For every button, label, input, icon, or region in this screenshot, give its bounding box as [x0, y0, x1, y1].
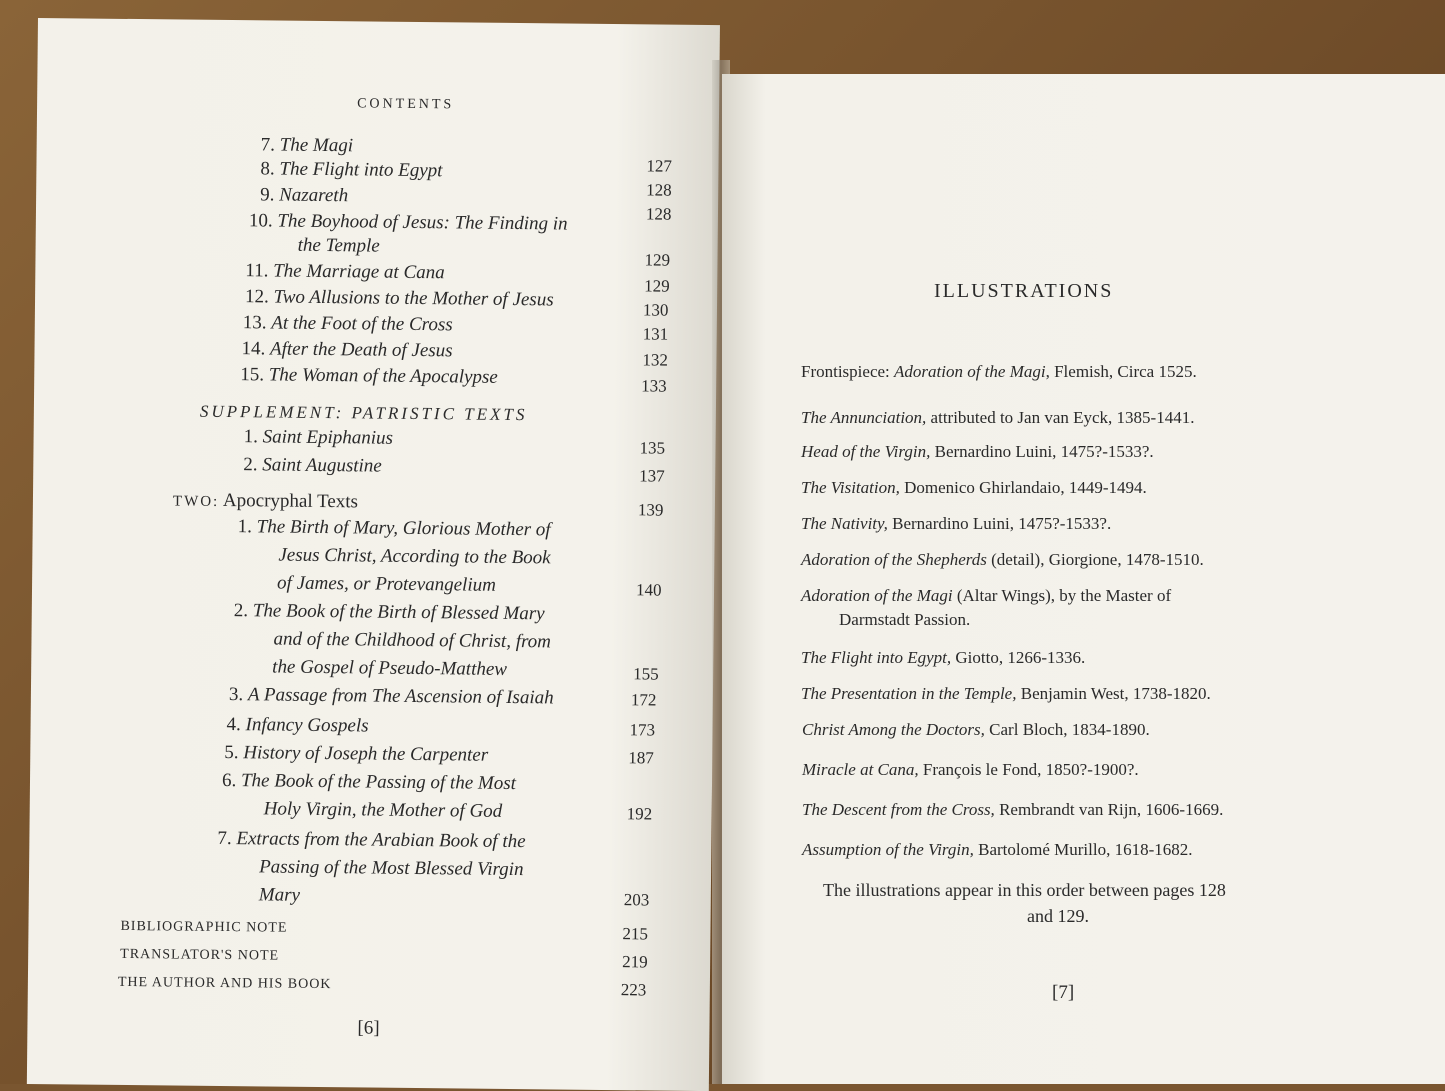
- entry-continuation: Holy Virgin, the Mother of God: [263, 798, 503, 822]
- page-number: 172: [630, 690, 657, 710]
- page-number: 135: [639, 438, 666, 458]
- page-number: 129: [644, 276, 670, 296]
- contents-entry: [240, 364, 498, 389]
- page-number: 132: [642, 350, 669, 370]
- page-number: 192: [626, 804, 653, 824]
- contents-entry: [245, 260, 445, 284]
- entry-number: 11.: [245, 260, 269, 282]
- page-number: 130: [642, 300, 669, 320]
- page-number: 139: [637, 500, 664, 520]
- entry-continuation: Mary: [258, 884, 301, 906]
- entry-number: 7.: [260, 134, 276, 156]
- part-two-heading: [173, 489, 358, 513]
- illustration-credit: Bernardino Luini, 1475?-1533?.: [887, 514, 1112, 533]
- contents-heading: CONTENTS: [357, 96, 455, 113]
- illustration-credit: Giotto, 1266-1336.: [951, 648, 1086, 667]
- entry-title: After the Death of Jesus: [269, 338, 453, 362]
- entry-continuation: the Temple: [297, 234, 380, 257]
- entry-number: 12.: [244, 286, 269, 308]
- entry-title: Saint Augustine: [262, 454, 382, 477]
- entry-continuation: Passing of the Most Blessed Virgin: [259, 856, 524, 881]
- entry-title: Two Allusions to the Mother of Jesus: [273, 286, 554, 311]
- entry-title-line: A Passage from The Ascension of Isaiah: [247, 684, 554, 709]
- illustration-title: Head of the Virgin,: [801, 442, 931, 461]
- illustration-entry: [801, 362, 1197, 382]
- entry-title: The Boyhood of Jesus: The Finding in: [277, 210, 568, 235]
- contents-entry: [261, 134, 354, 157]
- illustration-credit: , Flemish, Circa 1525.: [1045, 362, 1197, 381]
- supplement-entry: [243, 454, 382, 477]
- illustration-entry: [801, 648, 1085, 668]
- entry-title-line: History of Joseph the Carpenter: [243, 742, 489, 766]
- entry-number: 6.: [221, 769, 237, 792]
- back-matter-entry: TRANSLATOR'S NOTE: [120, 946, 280, 964]
- entry-title: The Marriage at Cana: [273, 260, 445, 284]
- illustration-title: The Visitation,: [801, 478, 900, 497]
- illustration-prefix: Frontispiece:: [801, 362, 895, 381]
- page-number: 129: [644, 250, 671, 270]
- entry-number: 5.: [224, 741, 239, 764]
- illustration-credit: Bernardino Luini, 1475?-1533?.: [930, 442, 1154, 461]
- illustration-credit: Bartolomé Murillo, 1618-1682.: [973, 840, 1193, 859]
- page-number: 187: [628, 748, 654, 768]
- entry-number: 8.: [260, 158, 275, 180]
- illustration-entry: [801, 586, 1171, 606]
- illustration-title: Adoration of the Magi: [894, 362, 1046, 381]
- illustration-credit: Rembrandt van Rijn, 1606-1669.: [994, 800, 1224, 819]
- illustration-entry: [801, 514, 1111, 534]
- page-number: 137: [639, 466, 665, 486]
- illustration-title: Adoration of the Magi: [801, 586, 953, 605]
- illustration-entry: [801, 550, 1204, 570]
- contents-entry: [245, 286, 554, 311]
- illustration-credit: (Altar Wings), by the Master of: [952, 586, 1172, 605]
- contents-entry: [243, 312, 453, 336]
- illustration-title: The Nativity,: [801, 514, 888, 533]
- illustration-continuation: Darmstadt Passion.: [839, 610, 971, 629]
- page-number: 223: [620, 980, 647, 1000]
- entry-title: At the Foot of the Cross: [271, 312, 453, 336]
- illustration-title: Adoration of the Shepherds: [801, 550, 987, 569]
- illustration-entry: [801, 408, 1194, 428]
- page-number: 128: [646, 180, 672, 200]
- entry-number: 2.: [243, 454, 258, 476]
- page-number: 173: [629, 720, 656, 740]
- entry-number: 7.: [217, 827, 232, 850]
- illustration-title: Assumption of the Virgin,: [802, 840, 974, 859]
- illustration-title: The Descent from the Cross,: [802, 800, 995, 819]
- entry-title-line: The Book of the Passing of the Most: [240, 770, 517, 795]
- part-two-entry: [238, 516, 551, 541]
- contents-entry: [249, 210, 568, 235]
- page-number: 140: [635, 580, 662, 600]
- entry-number: 2.: [233, 600, 249, 622]
- contents-entry: [260, 158, 442, 182]
- entry-title: The Flight into Egypt: [279, 158, 443, 182]
- page-number: 219: [622, 952, 648, 972]
- illustration-title: Miracle at Cana,: [802, 760, 919, 779]
- entry-number: 10.: [248, 210, 273, 232]
- illustration-credit: (detail), Giorgione, 1478-1510.: [986, 550, 1204, 569]
- illustration-title: The Annunciation,: [801, 408, 927, 427]
- page-number: 128: [645, 204, 672, 224]
- entry-continuation: and of the Childhood of Christ, from: [273, 628, 552, 653]
- part-label: TWO:: [172, 493, 220, 510]
- page-number: 215: [622, 924, 649, 944]
- entry-number: 9.: [260, 184, 275, 206]
- illustration-title: Christ Among the Doctors,: [802, 720, 985, 739]
- illustration-entry: [802, 840, 1193, 860]
- entry-title-line: The Birth of Mary, Glorious Mother of: [256, 516, 551, 541]
- right-page: [722, 74, 1445, 1084]
- part-two-entry: [229, 684, 554, 709]
- folio-right: [7]: [1052, 982, 1075, 1003]
- folio-left: [6]: [357, 1017, 380, 1039]
- back-matter-entry: THE AUTHOR AND HIS BOOK: [117, 974, 332, 993]
- illustration-title: The Flight into Egypt,: [801, 648, 952, 667]
- entry-number: 14.: [241, 338, 266, 360]
- illustrations-note-line: The illustrations appear in this order between pages 128: [823, 880, 1226, 900]
- left-page: [27, 18, 720, 1091]
- part-two-entry: [234, 600, 545, 625]
- page-number: 133: [641, 376, 667, 396]
- illustration-entry: [801, 442, 1154, 462]
- contents-entry: [241, 338, 452, 362]
- entry-continuation: the Gospel of Pseudo-Matthew: [272, 656, 508, 680]
- illustration-credit: Domenico Ghirlandaio, 1449-1494.: [899, 478, 1147, 497]
- supplement-entry: [244, 426, 394, 450]
- entry-title: Saint Epiphanius: [262, 426, 394, 449]
- entry-number: 4.: [226, 714, 241, 736]
- illustration-entry: [802, 720, 1150, 740]
- illustration-entry: [801, 684, 1211, 704]
- entry-title: The Woman of the Apocalypse: [268, 364, 498, 388]
- part-two-entry: [224, 742, 488, 767]
- page-number: 131: [642, 324, 669, 344]
- entry-number: 3.: [228, 684, 244, 706]
- entry-number: 13.: [242, 312, 267, 334]
- part-two-entry: [226, 714, 368, 737]
- illustration-credit: Benjamin West, 1738-1820.: [1016, 684, 1211, 703]
- entry-title-line: Infancy Gospels: [245, 714, 369, 737]
- part-two-entry: [222, 770, 516, 795]
- entry-number: 1.: [237, 516, 253, 538]
- illustration-entry: [802, 800, 1223, 820]
- page-number: 203: [623, 890, 650, 910]
- illustration-credit: François le Fond, 1850?-1900?.: [918, 760, 1139, 779]
- entry-number: 15.: [240, 364, 265, 386]
- illustration-entry: [801, 478, 1147, 498]
- entry-title: Nazareth: [279, 184, 349, 207]
- part-title: Apocryphal Texts: [222, 489, 359, 513]
- entry-title-line: The Book of the Birth of Blessed Mary: [252, 600, 545, 625]
- entry-number: 1.: [243, 426, 258, 448]
- illustrations-note-line: and 129.: [1027, 906, 1089, 926]
- page-number: 127: [646, 156, 673, 176]
- entry-title-line: Extracts from the Arabian Book of the: [236, 828, 526, 853]
- entry-continuation: of James, or Protevangelium: [276, 572, 497, 596]
- illustration-credit: Carl Bloch, 1834-1890.: [984, 720, 1150, 739]
- part-two-entry: [217, 828, 525, 853]
- supplement-heading: SUPPLEMENT: PATRISTIC TEXTS: [199, 401, 528, 425]
- entry-title: The Magi: [279, 134, 354, 157]
- illustration-credit: attributed to Jan van Eyck, 1385-1441.: [926, 408, 1195, 427]
- entry-continuation: Jesus Christ, According to the Book: [278, 544, 551, 569]
- illustration-entry: [802, 760, 1139, 780]
- contents-entry: [260, 184, 348, 207]
- page-number: 155: [633, 664, 659, 684]
- illustration-title: The Presentation in the Temple,: [801, 684, 1017, 703]
- back-matter-entry: BIBLIOGRAPHIC NOTE: [120, 918, 288, 936]
- illustrations-heading: ILLUSTRATIONS: [934, 280, 1114, 302]
